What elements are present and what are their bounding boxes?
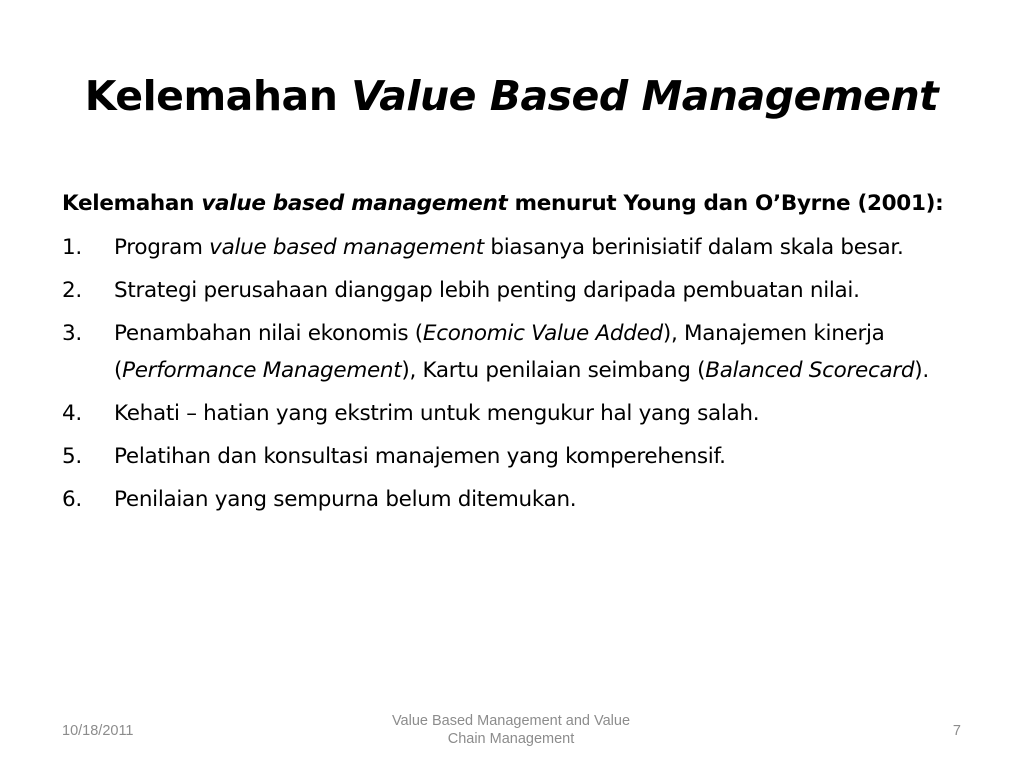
list-item bbox=[62, 229, 962, 266]
list-item-plain-text: ), Kartu penilaian seimbang ( bbox=[401, 358, 706, 383]
list-item-plain-text: Program bbox=[114, 235, 210, 260]
list-item-text bbox=[114, 487, 576, 512]
intro-paragraph bbox=[62, 185, 962, 222]
page-number: 7 bbox=[952, 723, 961, 739]
footer-title-line-1: Value Based Management and Value bbox=[391, 713, 631, 729]
list-item-number: 3. bbox=[62, 321, 82, 346]
list-item bbox=[62, 481, 962, 518]
list-item-plain-text: Penilaian yang sempurna belum ditemukan. bbox=[114, 487, 577, 512]
list-item-text bbox=[114, 444, 726, 469]
list-item-plain-text: ), Manajemen kinerja ( bbox=[114, 321, 885, 383]
intro-prefix: Kelemahan bbox=[62, 191, 202, 216]
intro-suffix: menurut Young dan O’Byrne (2001): bbox=[507, 191, 944, 216]
list-item-number: 1. bbox=[62, 235, 82, 260]
list-item-text bbox=[114, 235, 904, 260]
list-item-italic-text: Balanced Scorecard bbox=[705, 358, 915, 383]
list-item-italic-text: Economic Value Added bbox=[422, 321, 663, 346]
footer-title bbox=[361, 712, 661, 748]
list-item-number: 2. bbox=[62, 278, 82, 303]
list-item bbox=[62, 438, 962, 475]
list-item-number: 4. bbox=[62, 401, 82, 426]
slide-title bbox=[0, 66, 1023, 126]
footer-title-line-2: Chain Management bbox=[447, 731, 575, 747]
list-item-text bbox=[114, 278, 860, 303]
list-item-plain-text: biasanya berinisiatif dalam skala besar. bbox=[483, 235, 904, 260]
list-item bbox=[62, 395, 962, 432]
list-item-text bbox=[114, 401, 759, 426]
list-item bbox=[62, 272, 962, 309]
list-item-italic-text: Performance Management bbox=[122, 358, 402, 383]
list-item-plain-text: Penambahan nilai ekonomis ( bbox=[114, 321, 423, 346]
list-item-plain-text: Kehati – hatian yang ekstrim untuk mengukur hal yang salah. bbox=[114, 401, 760, 426]
footer-date: 10/18/2011 bbox=[62, 723, 134, 739]
list-item-text bbox=[114, 321, 929, 383]
slide-title-italic: Value Based Management bbox=[351, 72, 939, 120]
intro-italic: value based management bbox=[201, 191, 508, 216]
list-item-plain-text: Pelatihan dan konsultasi manajemen yang komperehensif. bbox=[114, 444, 726, 469]
list-item bbox=[62, 315, 962, 389]
slide-body bbox=[62, 185, 962, 524]
list-item-number: 6. bbox=[62, 487, 82, 512]
slide-title-plain: Kelemahan bbox=[84, 72, 352, 120]
list-item-plain-text: ). bbox=[914, 358, 929, 383]
list-item-plain-text: Strategi perusahaan dianggap lebih penting daripada pembuatan nilai. bbox=[114, 278, 860, 303]
list-item-italic-text: value based management bbox=[209, 235, 484, 260]
list-item-number: 5. bbox=[62, 444, 82, 469]
numbered-list bbox=[62, 229, 962, 518]
